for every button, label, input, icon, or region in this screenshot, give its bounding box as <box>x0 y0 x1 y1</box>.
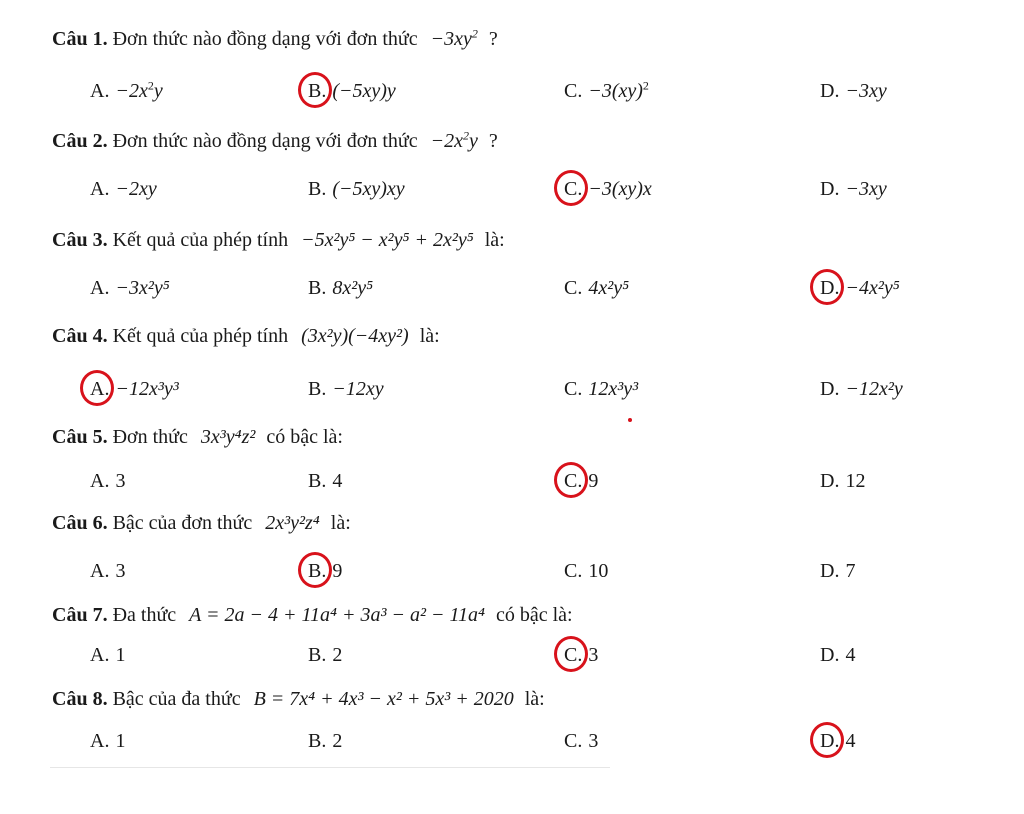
question-expression: 2x³y²z⁴ <box>265 512 320 534</box>
question-3: Câu 3. Kết quả của phép tính −5x²y⁵ − x²y⁵ + 2x²y⁵ là: <box>52 229 505 251</box>
choice-8-a[interactable]: A. 1 <box>90 730 126 752</box>
answer-circle: B. <box>308 80 327 102</box>
choice-7-c[interactable]: C. 3 <box>564 644 599 666</box>
question-label: Câu 2. <box>52 130 108 152</box>
choice-7-d[interactable]: D. 4 <box>820 644 856 666</box>
question-8: Câu 8. Bậc của đa thức B = 7x⁴ + 4x³ − x² + 5x³ + 2020 là: <box>52 688 545 710</box>
question-4: Câu 4. Kết quả của phép tính (3x²y)(−4xy²) là: <box>52 325 440 347</box>
choice-3-d[interactable]: D. −4x²y⁵ <box>820 277 900 299</box>
choice-3-c[interactable]: C. 4x²y⁵ <box>564 277 630 299</box>
stray-mark <box>628 418 632 422</box>
choice-8-b[interactable]: B. 2 <box>308 730 343 752</box>
question-expression: −5x²y⁵ − x²y⁵ + 2x²y⁵ <box>301 229 474 251</box>
question-expression: (3x²y)(−4xy²) <box>301 325 409 347</box>
question-expression: $-2x^2y$ <box>430 128 478 152</box>
choice-5-a[interactable]: A. 3 <box>90 470 126 492</box>
divider <box>50 767 610 768</box>
question-expression: $-3xy^2$ <box>430 26 478 50</box>
question-2 <box>52 130 498 153</box>
question-suffix: ? <box>488 130 498 152</box>
question-label: Câu 1. <box>52 28 108 50</box>
question-expression: A = 2a − 4 + 11a⁴ + 3a³ − a² − 11a⁴ <box>189 604 485 626</box>
choice-2-a[interactable]: A. −2xy <box>90 178 157 200</box>
choice-3-a[interactable]: A. −3x²y⁵ <box>90 277 170 299</box>
choice-5-d[interactable]: D. 12 <box>820 470 866 492</box>
answer-circle: C. <box>564 470 583 492</box>
choice-8-c[interactable]: C. 3 <box>564 730 599 752</box>
choice-4-b[interactable]: B. −12xy <box>308 378 384 400</box>
answer-circle: C. <box>564 644 583 666</box>
question-expression: B = 7x⁴ + 4x³ − x² + 5x³ + 2020 <box>253 688 514 710</box>
answer-circle: A. <box>90 378 110 400</box>
choice-6-d[interactable]: D. 7 <box>820 560 856 582</box>
choice-7-b[interactable]: B. 2 <box>308 644 343 666</box>
question-text: Đơn thức nào đồng dạng với đơn thức <box>112 130 418 152</box>
question-expression: 3x³y⁴z² <box>200 426 256 448</box>
answer-circle: D. <box>820 277 840 299</box>
choice-1-b[interactable]: B. (−5xy)y <box>308 80 396 102</box>
question-7: Câu 7. Đa thức A = 2a − 4 + 11a⁴ + 3a³ − a² − 11a⁴ có bậc là: <box>52 604 573 626</box>
choice-6-b[interactable]: B. 9 <box>308 560 343 582</box>
choice-6-a[interactable]: A. 3 <box>90 560 126 582</box>
choice-4-a[interactable]: A. −12x³y³ <box>90 378 179 400</box>
choice-5-c[interactable]: C. 9 <box>564 470 599 492</box>
choice-5-b[interactable]: B. 4 <box>308 470 343 492</box>
choice-8-d[interactable]: D. 4 <box>820 730 856 752</box>
question-5: Câu 5. Đơn thức 3x³y⁴z² có bậc là: <box>52 426 343 448</box>
choice-6-c[interactable]: C. 10 <box>564 560 609 582</box>
question-text: Đơn thức nào đồng dạng với đơn thức <box>112 28 418 50</box>
question-1 <box>52 28 498 51</box>
choice-2-d[interactable]: D. −3xy <box>820 178 887 200</box>
answer-circle: B. <box>308 560 327 582</box>
question-6: Câu 6. Bậc của đơn thức 2x³y²z⁴ là: <box>52 512 351 534</box>
choice-4-c[interactable]: C. 12x³y³ <box>564 378 639 400</box>
choice-1-d[interactable]: D. −3xy <box>820 80 887 102</box>
answer-circle: D. <box>820 730 840 752</box>
choice-4-d[interactable]: D. −12x²y <box>820 378 903 400</box>
choice-1-c[interactable]: C. −3(xy)$^2$ <box>564 78 649 102</box>
choice-7-a[interactable]: A. 1 <box>90 644 126 666</box>
answer-circle: C. <box>564 178 583 200</box>
choice-1-a[interactable]: A. $-2x^2y$ <box>90 78 163 102</box>
question-suffix: ? <box>488 28 498 50</box>
choice-2-b[interactable]: B. (−5xy)xy <box>308 178 405 200</box>
choice-3-b[interactable]: B. 8x²y⁵ <box>308 277 374 299</box>
choice-2-c[interactable]: C. −3(xy)x <box>564 178 652 200</box>
